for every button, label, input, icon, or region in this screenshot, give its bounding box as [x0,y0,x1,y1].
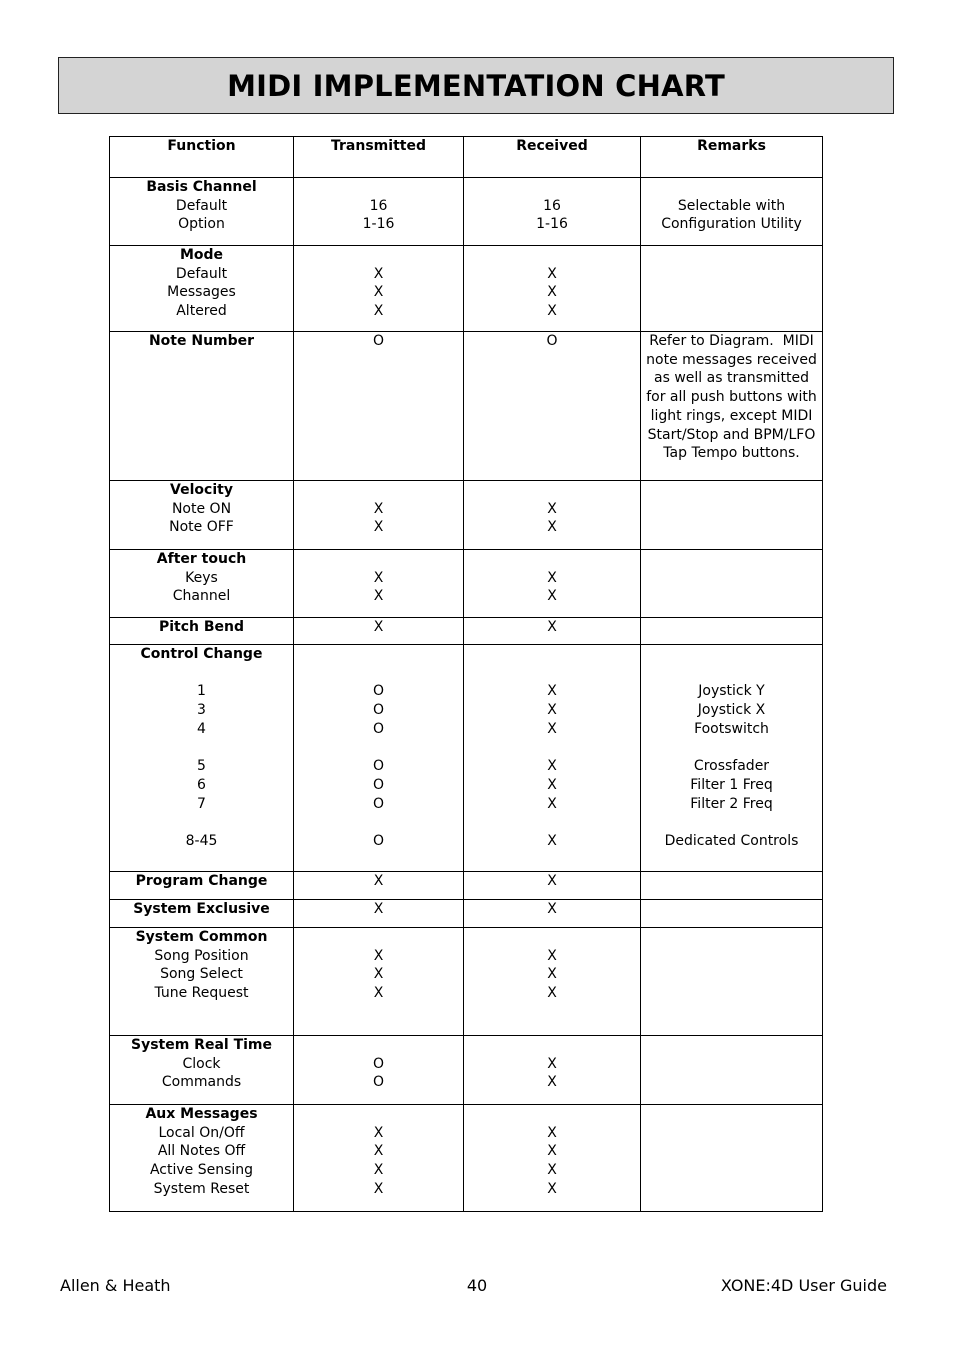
function-cell [110,332,294,481]
transmitted-line: 1-16 [362,216,395,233]
remarks-line: Filter 1 Freq [690,776,773,793]
function-name: Pitch Bend [158,619,245,635]
remarks-line: Configuration Utility [661,216,802,233]
footer-company: Allen & Heath [60,1276,171,1295]
table-row [110,481,823,550]
table-row [110,1036,823,1105]
function-line: Clock [182,1055,221,1072]
function-line: Note OFF [169,519,234,536]
function-name: After touch [156,551,247,567]
midi-implementation-table [109,136,823,1212]
remarks-line: note messages received [646,351,817,368]
transmitted-line [294,645,463,664]
transmitted-line: O [372,333,385,349]
remarks-line: Dedicated Controls [664,832,799,849]
remarks-cell [641,1036,823,1105]
transmitted-line [294,1036,463,1055]
received-cell [464,332,641,481]
function-line: Keys [185,569,218,586]
function-cell [110,1105,294,1212]
function-cell [110,872,294,900]
received-line [464,928,640,947]
transmitted-line [294,664,463,683]
transmitted-line: X [373,284,384,301]
function-cell [110,481,294,550]
remarks-cell [641,178,823,246]
function-name: System Real Time [130,1037,273,1053]
received-cell [464,246,641,332]
footer-guide-title: XONE:4D User Guide [720,1276,887,1295]
received-line: X [547,569,557,586]
received-line [464,664,640,683]
received-line: X [547,588,557,605]
received-cell [464,872,641,900]
received-line: 16 [543,197,561,214]
transmitted-cell [294,872,464,900]
header-received: Received [464,137,641,178]
transmitted-line: O [372,720,385,737]
function-line [110,739,293,758]
received-line: X [547,1180,557,1197]
function-cell [110,246,294,332]
received-line: X [547,303,557,320]
transmitted-line [294,246,463,265]
function-name: Control Change [140,646,263,662]
remarks-line [641,738,822,757]
header-transmitted: Transmitted [294,137,464,178]
remarks-line [641,664,822,683]
transmitted-line: O [372,1074,385,1091]
function-line: Active Sensing [149,1162,254,1179]
function-name: Aux Messages [145,1106,258,1122]
received-line [464,813,640,832]
remarks-line: Joystick X [697,702,766,719]
function-line: System Reset [153,1180,250,1197]
table-row [110,900,823,928]
table-row [110,1105,823,1212]
remarks-line [641,813,822,832]
function-line: Altered [176,303,227,320]
function-cell [110,618,294,645]
transmitted-line: X [373,303,384,320]
header-function: Function [110,137,294,178]
function-line [110,664,293,683]
table-row [110,332,823,481]
received-line: X [547,683,557,700]
remarks-cell [641,872,823,900]
transmitted-cell [294,246,464,332]
transmitted-cell [294,481,464,550]
received-cell [464,900,641,928]
received-line [464,481,640,500]
transmitted-line: X [373,901,384,917]
transmitted-line: O [372,683,385,700]
function-line: 1 [197,683,206,700]
remarks-cell [641,481,823,550]
transmitted-cell [294,332,464,481]
remarks-cell [641,1105,823,1212]
received-line: X [547,619,557,635]
table-row [110,618,823,645]
received-line: X [547,947,557,964]
remarks-line [641,645,822,664]
transmitted-line: X [373,619,384,635]
transmitted-line: X [373,1143,384,1160]
function-name: Program Change [135,873,268,889]
received-line: X [547,901,557,917]
transmitted-cell [294,550,464,618]
transmitted-line: X [373,588,384,605]
received-line: X [547,966,557,983]
remarks-cell [641,246,823,332]
transmitted-line: X [373,966,384,983]
received-line: X [547,265,557,282]
function-line: 6 [197,776,206,793]
transmitted-line: X [373,569,384,586]
function-line: 3 [197,702,206,719]
received-line: X [547,519,557,536]
received-line [464,550,640,569]
remarks-line: Tap Tempo buttons. [663,445,800,462]
transmitted-line: O [372,795,385,812]
table-body [110,178,823,1212]
received-cell [464,928,641,1036]
remarks-line: Filter 2 Freq [690,795,773,812]
transmitted-line: X [373,519,384,536]
function-cell [110,900,294,928]
function-cell [110,178,294,246]
remarks-line: Footswitch [694,720,769,737]
received-line [464,178,640,197]
transmitted-line: 16 [369,197,388,214]
remarks-cell [641,618,823,645]
transmitted-line: X [373,265,384,282]
table-row [110,928,823,1036]
header-row [110,137,823,178]
function-line: Default [175,197,228,214]
remarks-line: for all push buttons with [646,389,817,406]
remarks-line: Crossfader [693,758,770,775]
remarks-line: Joystick Y [698,683,765,700]
received-line: X [547,832,557,849]
received-cell [464,618,641,645]
transmitted-line: X [373,947,384,964]
function-line: All Notes Off [157,1143,246,1160]
transmitted-line [294,1105,463,1124]
table-row [110,178,823,246]
page-title: MIDI IMPLEMENTATION CHART [227,68,725,103]
received-line: X [547,702,557,719]
received-line [464,738,640,757]
function-name: Basis Channel [146,179,257,195]
remarks-cell [641,928,823,1036]
transmitted-cell [294,618,464,645]
transmitted-line: X [373,1162,384,1179]
function-cell [110,550,294,618]
function-line: Commands [161,1074,242,1091]
function-line: 5 [197,758,206,775]
received-line [464,1105,640,1124]
remarks-line: Selectable with [677,197,786,214]
function-line: Option [178,216,225,233]
transmitted-cell [294,645,464,872]
function-name: System Exclusive [133,901,270,917]
function-line: 7 [197,795,206,812]
transmitted-line: O [372,776,385,793]
received-line: X [547,758,557,775]
function-name: Note Number [148,333,255,349]
function-line: Channel [172,588,231,605]
received-cell [464,1105,641,1212]
title-banner [58,57,894,114]
function-line: 4 [197,720,206,737]
remarks-cell [641,645,823,872]
received-line: X [547,985,557,1002]
received-line [464,246,640,265]
transmitted-line: X [373,500,384,517]
function-line: Note ON [171,500,232,517]
transmitted-line: O [372,832,385,849]
transmitted-line: O [372,702,385,719]
received-line [464,1036,640,1055]
table-row [110,246,823,332]
transmitted-line: X [373,1180,384,1197]
received-cell [464,178,641,246]
received-line [464,645,640,664]
footer-page-number: 40 [466,1276,488,1295]
received-line: X [547,720,557,737]
received-cell [464,645,641,872]
transmitted-line [294,178,463,197]
function-cell [110,928,294,1036]
transmitted-line [294,813,463,832]
transmitted-line [294,738,463,757]
function-cell [110,645,294,872]
received-line: X [547,1074,557,1091]
transmitted-cell [294,1036,464,1105]
function-name: System Common [135,929,268,945]
transmitted-line: O [372,1055,385,1072]
remarks-line: light rings, except MIDI [650,407,813,424]
received-line: X [547,1055,557,1072]
function-cell [110,1036,294,1105]
received-line: 1-16 [536,216,568,233]
function-line: 8-45 [185,832,218,849]
function-line: Tune Request [154,985,249,1002]
transmitted-cell [294,178,464,246]
function-line: Song Position [154,947,249,964]
function-line: Default [175,265,228,282]
function-line [110,813,293,832]
transmitted-line: X [373,873,384,889]
remarks-cell [641,900,823,928]
header-remarks: Remarks [641,137,823,178]
transmitted-cell [294,1105,464,1212]
transmitted-line: O [372,758,385,775]
transmitted-cell [294,928,464,1036]
received-line: X [547,776,557,793]
remarks-cell [641,550,823,618]
transmitted-line: X [373,1124,384,1141]
received-line: X [547,1143,557,1160]
received-line: X [547,284,557,301]
received-cell [464,550,641,618]
transmitted-line: X [373,985,384,1002]
table-row [110,550,823,618]
received-line: X [547,795,557,812]
received-cell [464,481,641,550]
received-line: X [547,1162,557,1179]
function-line: Song Select [160,966,243,983]
remarks-line: Refer to Diagram. MIDI [649,333,814,349]
function-name: Mode [179,247,224,263]
received-line: O [546,333,558,349]
function-name: Velocity [170,482,233,498]
received-cell [464,1036,641,1105]
received-line: X [547,500,557,517]
table-row [110,645,823,872]
transmitted-line [294,550,463,569]
table-row [110,872,823,900]
remarks-cell [641,332,823,481]
transmitted-cell [294,900,464,928]
function-line: Messages [167,284,236,301]
remarks-line: Start/Stop and BPM/LFO [647,426,816,443]
remarks-line: as well as transmitted [654,370,809,387]
transmitted-line [294,928,463,947]
function-line: Local On/Off [158,1124,245,1141]
received-line: X [547,1124,557,1141]
transmitted-line [294,481,463,500]
received-line: X [547,873,557,889]
remarks-line [641,178,822,197]
